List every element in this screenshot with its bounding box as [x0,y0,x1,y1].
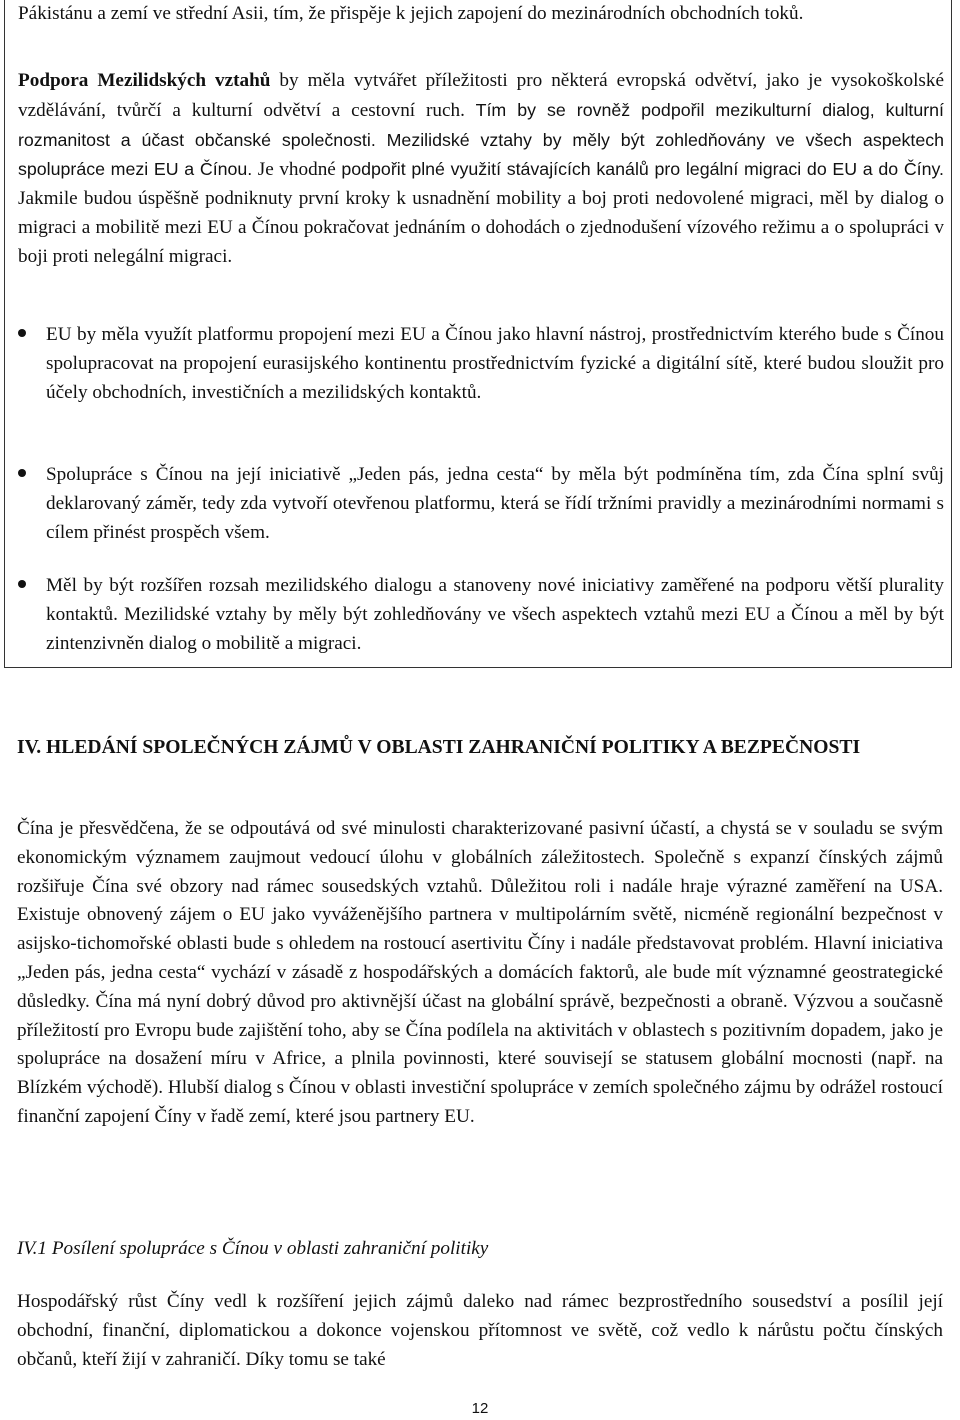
bullet-icon [18,469,26,477]
people-to-people-lead: Podpora Mezilidských vztahů [18,70,271,91]
p2-serif-part: by měla vytvářet příležitosti pro některá evropská odvětví, jako je vysokoškolské vzdělávání, tvůrčí a kulturní odvětví a cestovní ruch. [18,70,944,121]
p2-serif-part-2: Je vhodné [252,159,342,181]
bullet-icon [18,580,26,588]
page-number: 12 [471,1400,489,1417]
bullet-icon [18,329,26,337]
p2-sans-part-2: podpořit plné využití stávajících kanálů pro legální migraci do EU a do Číny. [341,159,944,180]
intro-text: Pákistánu a zemí ve střední Asii, tím, že přispěje k jejich zapojení do mezinárodních obchodních toků. [18,3,804,24]
p2-serif-part-3: Jakmile budou úspěšně podniknuty první kroky k usnadnění mobility a boj proti nedovolené migraci, měl by dialog o migraci a mobilitě mezi EU a Čínou pokračovat jednáním o dohodách o zjednodušení vízového režimu a o spolupráci v boji proti nelegální migraci. [18,188,944,267]
p2-sans-part-1: Tím by se rovněž podpořil mezikulturní dialog, kulturní rozmanitost a účast občanské společnosti. Mezilidské vztahy by měly být zohledňovány ve všech aspektech spolupráce mezi EU a Čínou. [18,99,944,180]
subsection-heading: IV.1 Posílení spolupráce s Čínou v oblasti zahraniční politiky [17,1238,489,1259]
people-to-people-paragraph [18,67,944,272]
bullet-text-3: Měl by být rozšířen rozsah mezilidského dialogu a stanoveny nové iniciativy zaměřené na podporu větší plurality kontaktů. Mezilidské vztahy by měly být zohledňovány ve všech aspektech vztahů mezi EU a Čínou a měl by být zintenzivněn dialog o mobilitě a migraci. [46,575,944,654]
intro-paragraph [18,0,944,29]
subsection-body-paragraph: Hospodářský růst Číny vedl k rozšíření jejich zájmů daleko nad rámec bezprostředního sousedství a posílil její obchodní, finanční, diplomatickou a dokonce vojenskou přítomnost ve světě, což vedlo k nárůstu počtu čínských občanů, kteří žijí v zahraničí. Díky tomu se také [17,1291,943,1370]
bullet-text-2: Spolupráce s Čínou na její iniciativě „Jeden pás, jedna cesta“ by měla být podmíněna tím, zda Čína splní svůj deklarovaný záměr, tedy zda vytvoří otevřenou platformu, která se řídí tržními pravidly a mezinárodními normami s cílem přinést prospěch všem. [46,464,944,543]
section-body-paragraph: Čína je přesvědčena, že se odpoutává od své minulosti charakterizované pasivní účastí, a chystá se v souladu se svým ekonomickým významem zaujmout vedoucí úlohu v globálních záležitostech. Společně s expanzí čínských zájmů rozšiřuje Čína své obzory nad rámec sousedských vztahů. Důležitou roli i nadále hraje výrazné zaměření na USA. Existuje obnovený zájem o EU jako vyváženějšího partnera v multipolárním světě, nicméně regionální bezpečnost v asijsko-tichomořské oblasti bude s ohledem na rostoucí asertivitu Číny i nadále představovat problém. Hlavní iniciativa „Jeden pás, jedna cesta“ vychází v zásadě z hospodářských a domácích faktorů, ale bude mít významné geostrategické důsledky. Čína má nyní dobrý důvod pro aktivnější účast na globální správě, bezpečnosti a obraně. Výzvou a současně příležitostí pro Evropu bude zajištění toho, aby se Čína podílela na aktivitách v oblastech s pozitivním dopadem, jako je spolupráce na dosažení míru v Africe, a plnila povinnosti, které souvisejí se statusem globální mocnosti (např. na Blízkém východě). Hlubší dialog s Čínou v oblasti investiční spolupráce v zemích společného zájmu by odrážel rostoucí finanční zapojení Číny v řadě zemí, které jsou partnery EU. [17,818,943,1127]
section-heading: IV. HLEDÁNÍ SPOLEČNÝCH ZÁJMŮ V OBLASTI ZAHRANIČNÍ POLITIKY A BEZPEČNOSTI [17,737,861,758]
boxed-recommendations [4,0,952,668]
bullet-text-1: EU by měla využít platformu propojení mezi EU a Čínou jako hlavní nástroj, prostřednictvím kterého bude s Čínou spolupracovat na propojení eurasijského kontinentu prostřednictvím fyzické a digitální sítě, které budou sloužit pro účely obchodních, investičních a mezilidských kontaktů. [46,324,944,403]
